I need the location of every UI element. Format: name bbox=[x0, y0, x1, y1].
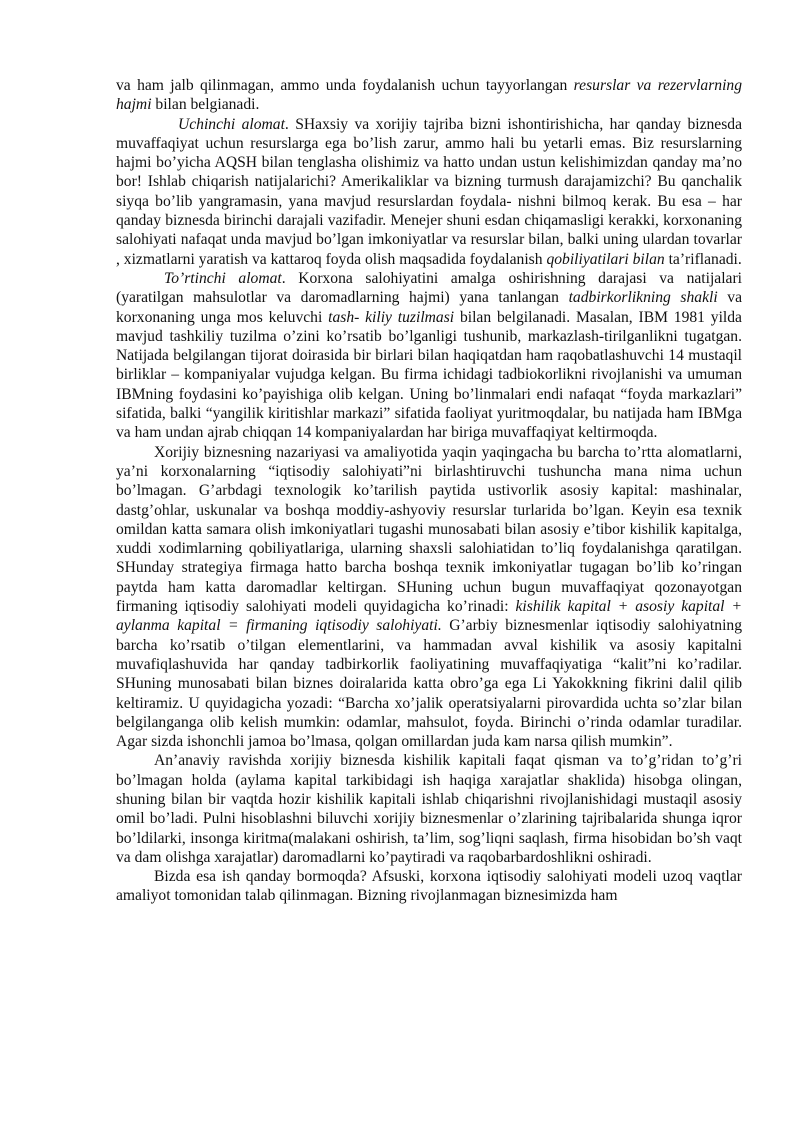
text-run: ta’riflanadi. bbox=[664, 250, 742, 268]
text-run: Xorijiy biznesning nazariyasi va amaliyotida yaqin yaqingacha bu barcha to’rtta alomatlarni, ya’ni korxonalarning “iqtisodiy salohiyati”ni birlashtiruvchi tushuncha mana nima uchun bo’lmagan. G’arbdagi texnologik ko’tarilish paytida ustivorlik asosiy kapital: mashinalar, dastg’ohlar, uskunalar va boshqa moddiy-ashyoviy resurslar turlarida bo’lgan. Keyin esa texnik omildan katta samara olish imkoniyatlari tugashi munosabati bilan asosiy e’tibor kishilik kapitalga, xuddi xodimlarning qobiliyatlariga, ularning shaxsli salohiatidan to’liq foydalanishga qaratilgan. SHunday strategiya firmaga hatto barcha boshqa texnik imkoniyatlar tugagan bo’lib ko’ringan paytda ham katta daromadlar keltirgan. SHuning uchun bugun muvaffaqiyat qozonayotgan firmaning iqtisodiy salohiyati modeli quyidagicha ko’rinadi: bbox=[116, 443, 742, 616]
text-run: Bizda esa ish qanday bormoqda? Afsuski, korxona iqtisodiy salohiyati modeli uzoq vaqtlar amaliyot tomonidan talab qilinmagan. Bizning rivojlanmagan biznesimizda ham bbox=[116, 868, 742, 905]
italic-text-run: Uchinchi alomat bbox=[178, 115, 285, 133]
paragraph-6 bbox=[116, 867, 742, 906]
italic-text-run: tadbirkorlikning shakli bbox=[568, 289, 718, 307]
paragraph-5 bbox=[116, 751, 742, 867]
paragraph-1 bbox=[116, 76, 742, 115]
italic-text-run: qobiliyatilari bilan bbox=[546, 250, 665, 268]
italic-text-run: To’rtinchi alomat bbox=[164, 269, 282, 287]
text-run: va korxonaning unga mos keluvchi bbox=[116, 289, 742, 326]
text-run: G’arbiy biznesmenlar iqtisodiy salohiyatning barcha ko’rsatib o’tilgan elementlarini, va hammadan avval kishilik va asosiy kapitalni muvafiqlashuvida har qanday tadbirkorlik faoliyatining muvaffaqiyatiga “kalit”ni ko’radilar. SHuning munosabati bilan biznes doiralarida katta obro’ga ega Li Yakokkning fikrini dalil qilib keltiramiz. U quyidagicha yozadi: “Barcha xo’jalik operatsiyalarni pirovardida uchta so’zlar bilan belgilanganga olib kelish mumkin: odamlar, mahsulot, foyda. Birinchi o’rinda odamlar turadilar. Agar sizda ishonchli jamoa bo’lmasa, qolgan omillardan juda kam narsa qilish mumkin”. bbox=[116, 617, 742, 751]
text-run: bilan belgianadi. bbox=[151, 96, 260, 114]
text-run: . SHaxsiy va xorijiy tajriba bizni ishontirishicha, har qanday biznesda muvaffaqiyat uchun resurslarga ega bo’lish zarur, ammo hali bu yetarli emas. Biz resurslarning hajmi bo’yicha AQSH bilan tenglasha olishimiz va hatto undan ustun kelishimizdan qanday ma’no bor! Ishlab chiqarish natijalarichi? Amerikaliklar va bizning turmush darajamizchi? Bu qanchalik siyqa bo’lib yangramasin, yana mavjud resurslardan foydala- nishni bilmoq kerak. Bu esa – har qanday biznesda birinchi darajali vazifadir. Menejer shuni esdan chiqamasligi kerakki, korxonaning salohiyati nafaqat unda mavjud bo’lgan imkoniyatlar va resurslar bilan, balki uning ulardan tovarlar , xizmatlarni yaratish va kattaroq foyda olish maqsadida foydalanish bbox=[116, 115, 743, 268]
italic-text-run: resurslar va rezervlarning hajmi bbox=[116, 77, 743, 114]
text-run: . Korxona salohiyatini amalga oshirishning darajasi va natijalari (yaratilgan mahsulotlar va daromadlarning hajmi) yana tanlangan bbox=[116, 269, 743, 307]
paragraph-4 bbox=[116, 443, 742, 752]
italic-text-run: kishilik kapital + asosiy kapital + aylanma kapital = firmaning iqtisodiy salohiyati. bbox=[116, 598, 742, 635]
paragraph-2 bbox=[116, 115, 742, 269]
paragraph-3 bbox=[116, 269, 742, 443]
document-page bbox=[116, 76, 742, 906]
text-run: An’anaviy ravishda xorijiy biznesda kishilik kapitali faqat qisman va to’g’ridan to’g’ri bo’lmagan holda (aylama kapital tarkibidagi ish haqiga xarajatlar shaklida) hisobga olingan, shuning bilan bir vaqtda hozir kishilik kapitali ishlab chiqarishni rivojlanishidagi mustaqil asosiy omil bo’ladi. Pulni hisoblashni biluvchi xorijiy biznesmenlar o’zlarining tajribalarida shunga iqror bo’ldilarki, insonga kiritma(malakani oshirish, ta’lim, sog’liqni saqlash, firma hisobidan bo’sh vaqt va dam olishga xarajatlar) daromadlarni ko’paytiradi va raqobarbardoshlikni oshiradi. bbox=[116, 752, 742, 866]
text-run: va ham jalb qilinmagan, ammo unda foydalanish uchun tayyorlangan bbox=[116, 77, 574, 94]
italic-text-run: tash- kiliy tuzilmasi bbox=[328, 308, 455, 326]
text-run: bilan belgilanadi. Masalan, IBM 1981 yilda mavjud tashkiliy tuzilma o’zini ko’rsatib bo’lganligi tushunib, markazlash-tirilganlikni tugatgan. Natijada belgilangan tijorat doirasida bir birlari bilan haqiqatdan ham raqobatlashuvchi 14 mustaqil birliklar – kompaniyalar vujudga kelgan. Bu firma ichidagi tadbiokorlikni rivojlanishi va umuman IBMning foydasini ko’payishiga olib kelgan. Uning bo’linmalari endi nafaqat “foyda markazlari” sifatida, balki “yangilik kiritishlar markazi” sifatida faoliyat yuritmoqdalar, bu natijada ham IBMga va ham undan ajrab chiqqan 14 kompaniyalardan har biriga muvaffaqiyat keltirmoqda. bbox=[116, 308, 742, 442]
